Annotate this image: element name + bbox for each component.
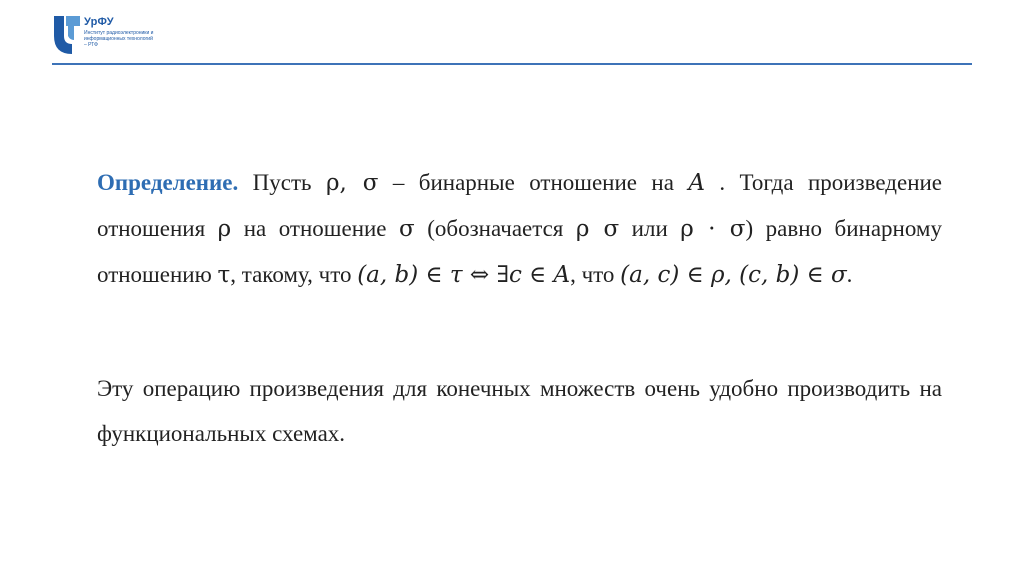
math-sigma: σ xyxy=(399,216,415,242)
text-segment: или xyxy=(619,216,681,241)
definition-paragraph xyxy=(97,160,942,298)
definition-term: Определение. xyxy=(97,170,239,195)
math-rho: ρ xyxy=(217,216,232,242)
slide-header xyxy=(0,0,1024,66)
slide-content xyxy=(97,160,942,456)
math-set-a: A xyxy=(688,170,705,196)
math-rho-sigma-product: ρ σ xyxy=(575,216,620,242)
note-paragraph: Эту операцию произведения для конечных множеств очень удобно производить на функциональных схемах. xyxy=(97,376,942,446)
org-name: УрФУ xyxy=(84,16,114,28)
math-condition-tail: (a, c) ∈ ρ, (c, b) ∈ σ xyxy=(620,262,847,288)
text-segment: Пусть xyxy=(238,170,326,195)
urfu-logo-icon xyxy=(52,14,82,56)
math-rho-dot-sigma: ρ ⋅ σ xyxy=(680,216,746,242)
text-segment: , такому, что xyxy=(230,262,358,287)
text-segment: . Тогда произведение отношения xyxy=(97,170,943,241)
text-segment: . xyxy=(846,262,853,287)
text-segment: , что xyxy=(570,262,621,287)
text-segment: (обозначается xyxy=(414,216,576,241)
org-subtitle: Институт радиоэлектроники и информационных технологий – РТФ xyxy=(84,30,154,48)
math-condition: (a, b) ∈ τ ⇔ ∃c ∈ A xyxy=(357,262,571,288)
math-tau: τ xyxy=(217,262,231,288)
text-segment: ) равно бинарному отношению xyxy=(97,216,942,287)
header-divider xyxy=(52,63,972,65)
text-segment: – бинарные отношение на xyxy=(378,170,689,195)
math-rho-sigma: ρ, σ xyxy=(325,170,379,196)
text-segment: на отношение xyxy=(231,216,400,241)
